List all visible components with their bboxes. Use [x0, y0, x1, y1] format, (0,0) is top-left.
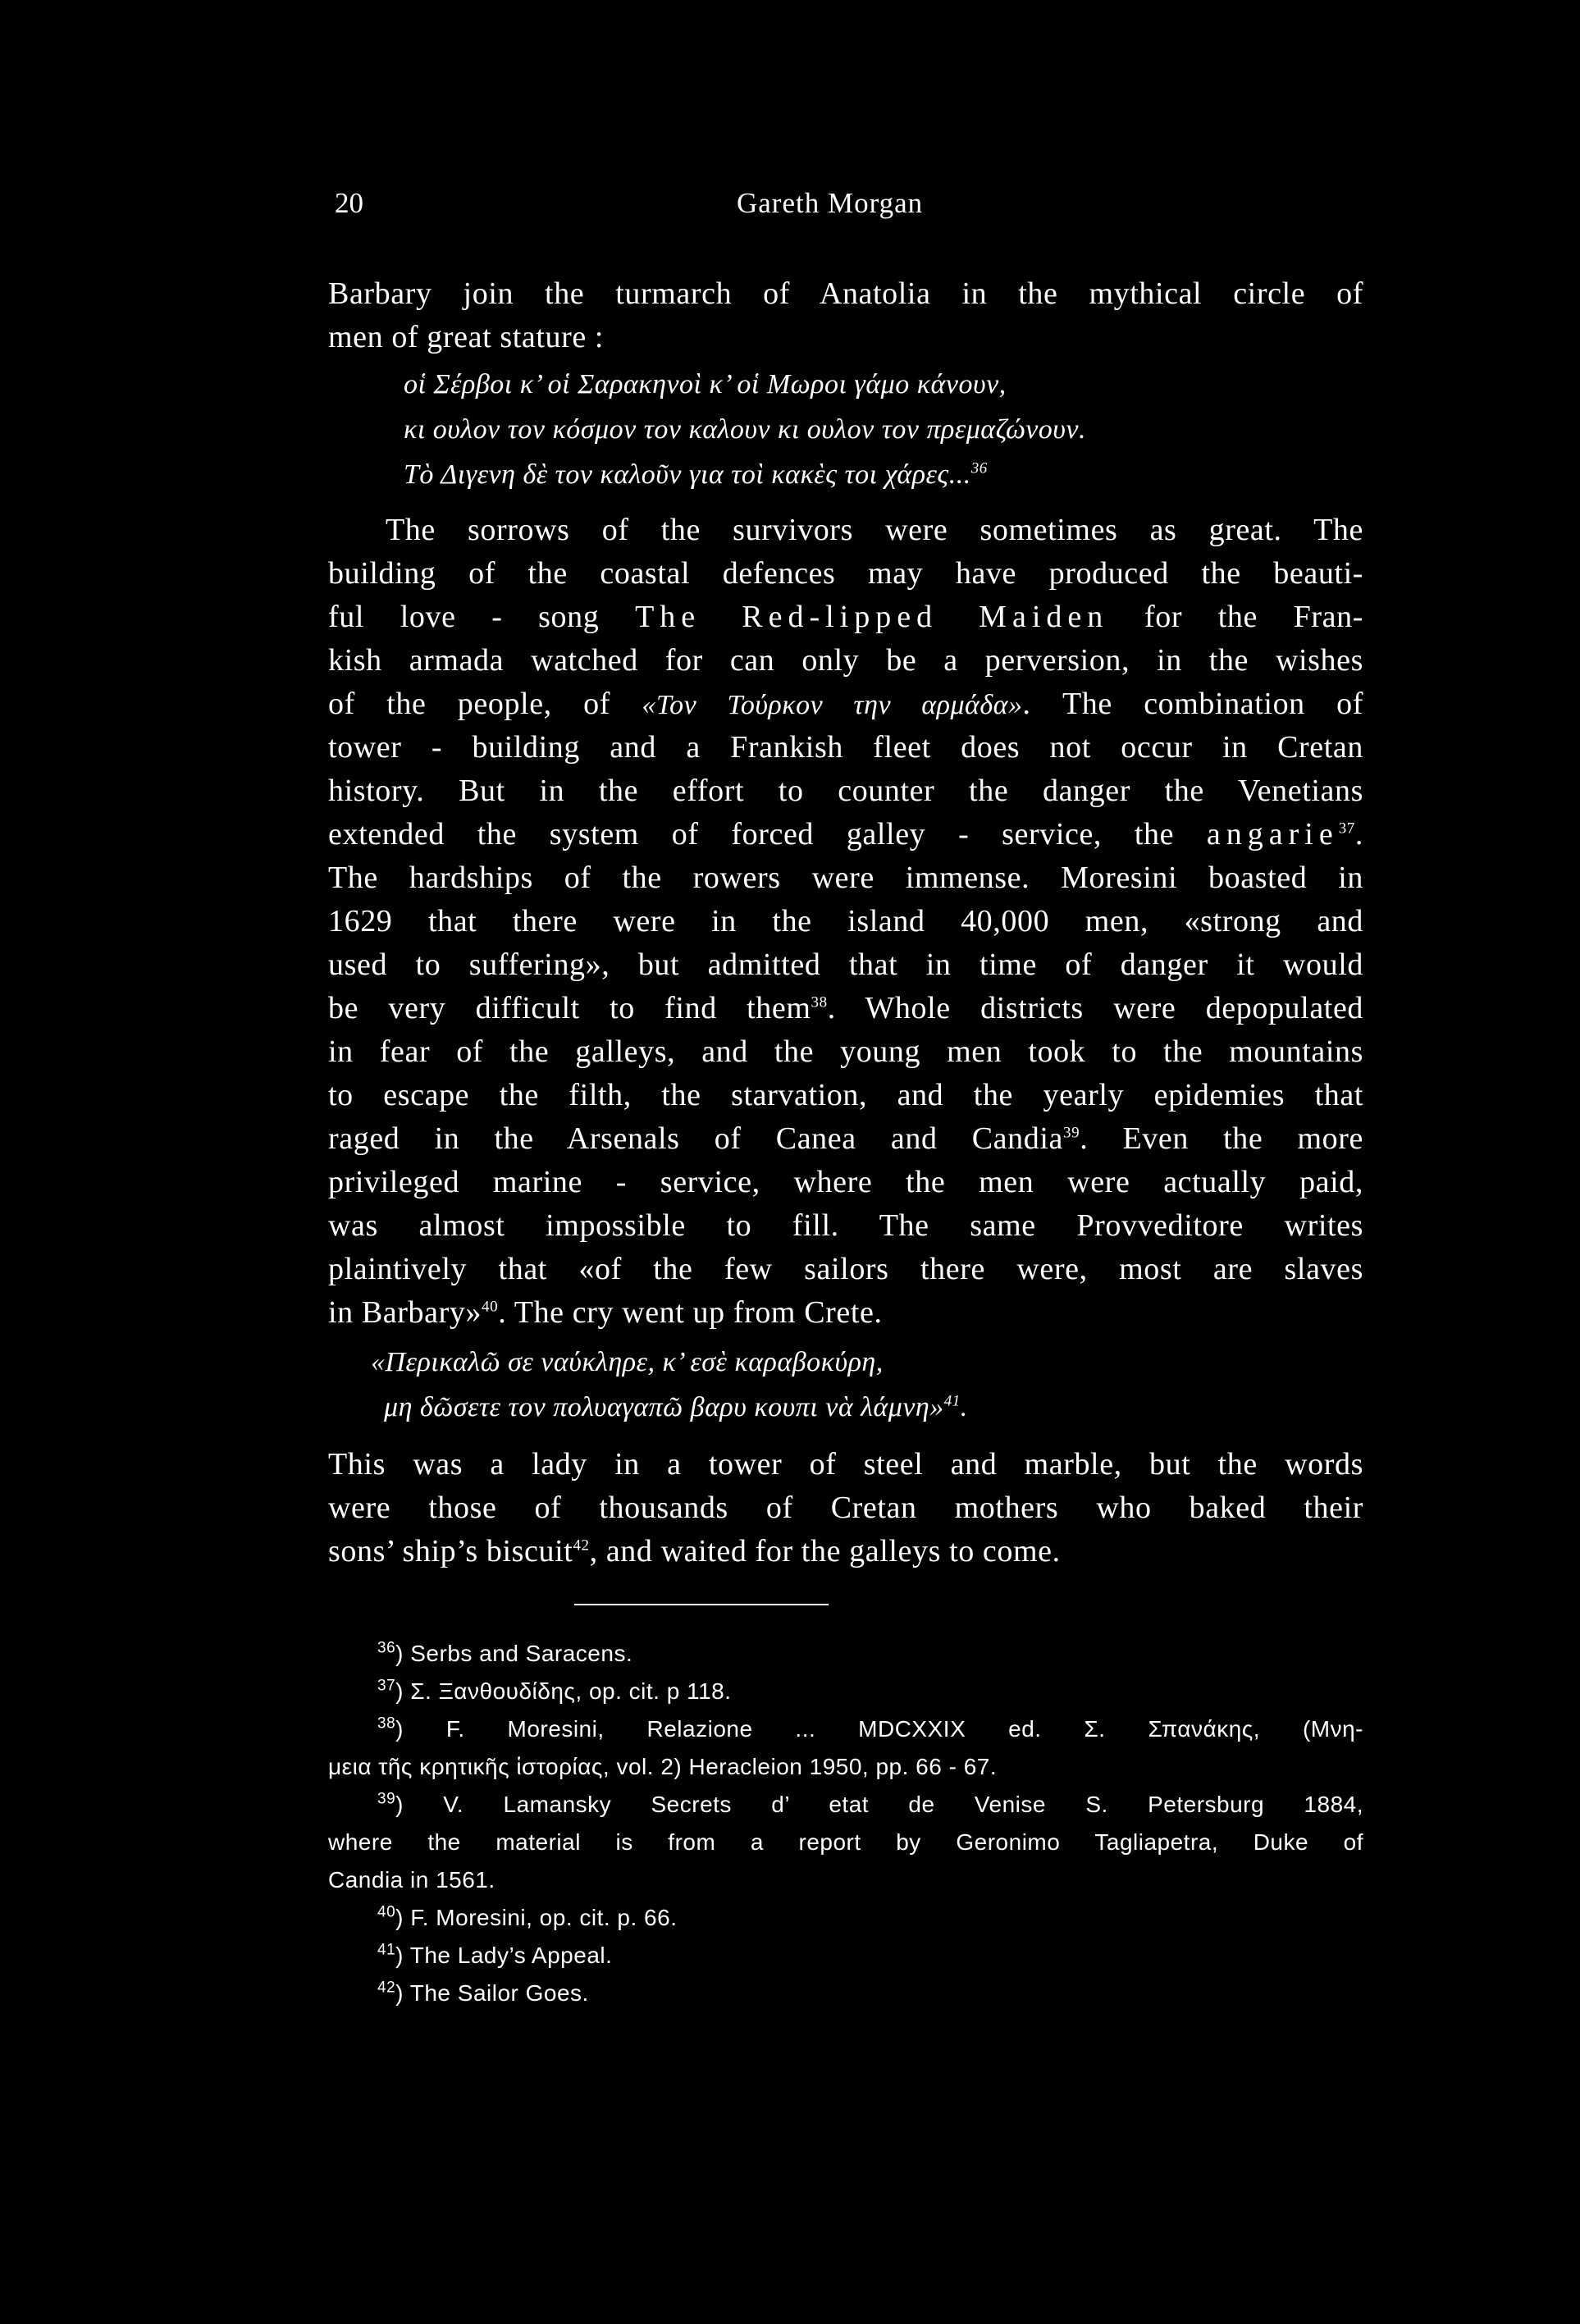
greek-verse-line: «Περικαλῶ σε ναύκληρε, κ’ εσὲ καραβοκύρη, — [371, 1347, 884, 1377]
text-line: The sorrows of the survivors were sometimes as great. The — [386, 513, 1363, 547]
angarie-term: angarie — [1206, 817, 1339, 852]
text-line: This was a lady in a tower of steel and marble, but the words — [328, 1447, 1363, 1482]
footnote-ref: 40 — [482, 1298, 499, 1316]
footnote-continuation: μεια τῆς κρητικῆς ἱστορίας, vol. 2) Heracleion 1950, pp. 66 - 67. — [328, 1754, 998, 1779]
text-line: 1629 that there were in the island 40,000 men, «strong and — [328, 904, 1363, 938]
footnote: $^{39}$) V. Lamansky Secrets d’ etat de Venise S. Petersburg 1884, — [377, 1790, 1363, 1817]
text-line: kish armada watched for can only be a perversion, in the wishes — [328, 643, 1363, 678]
text-line: building of the coastal defences may have produced the beauti- — [328, 556, 1363, 591]
footnote: $^{41}$) The Lady’s Appeal. — [377, 1941, 613, 1968]
text-line: were those of thousands of Cretan mothers who baked their — [328, 1491, 1363, 1525]
text-line: tower - building and a Frankish fleet does not occur in Cretan — [328, 730, 1363, 765]
footnote: $^{38}$) F. Moresini, Relazione ... MDCXXIX ed. Σ. Σπανάκης, (Μνη- — [377, 1714, 1363, 1742]
page-number: 20 — [335, 187, 363, 219]
text-line: sons’ ship’s biscuit$^{42}$, and waited for the galleys to come. — [328, 1534, 1061, 1568]
text-line: The hardships of the rowers were immense. Moresini boasted in — [328, 861, 1363, 895]
footnote: $^{37}$) Σ. Ξανθουδίδης, op. cit. p 118. — [377, 1677, 732, 1704]
text-line: raged in the Arsenals of Canea and Candia$^{39}$. Even the more — [328, 1121, 1363, 1156]
footnote-continuation: where the material is from a report by Geronimo Tagliapetra, Duke of — [328, 1829, 1363, 1855]
text-line: of the people, of «Τον Τούρκον την αρμάδα». The combination of — [328, 687, 1363, 721]
text-line: plaintively that «of the few sailors there were, most are slaves — [328, 1252, 1363, 1286]
text-line: men of great stature : — [328, 320, 605, 354]
greek-verse-line: κι ουλον τον κόσμον τον καλουν κι ουλον τον πρεμαζώνουν. — [404, 414, 1086, 445]
footnote-ref: 37 — [1338, 820, 1355, 838]
footnote: $^{40}$) F. Moresini, op. cit. p. 66. — [377, 1903, 678, 1930]
footnote-ref: 41 — [943, 1392, 961, 1410]
greek-verse-line: Τὸ Διγενη δὲ τον καλοῦν για τοὶ κακὲς τοι χάρες...$^{36}$ — [404, 459, 988, 490]
greek-verse-line: μη δῶσετε τον πολυαγαπῶ βαρυ κουπι νὰ λάμνη»$^{41}$. — [384, 1392, 968, 1422]
text-line: privileged marine - service, where the men were actually paid, — [328, 1165, 1363, 1199]
greek-verse-line: οἱ Σέρβοι κ’ οἱ Σαρακηνοὶ κ’ οἱ Μωροι γάμο κάνουν, — [404, 369, 1007, 400]
footnote-ref: 39 — [1062, 1124, 1080, 1142]
song-title: The Red-lipped Maiden — [635, 600, 1109, 634]
running-title: Gareth Morgan — [737, 187, 924, 219]
footnote-continuation: Candia in 1561. — [328, 1867, 495, 1893]
greek-quote: «Τον Τούρκον την αρμάδα» — [642, 690, 1023, 720]
text-line: history. But in the effort to counter the danger the Venetians — [328, 774, 1363, 808]
text-line: Barbary join the turmarch of Anatolia in the mythical circle of — [328, 276, 1363, 311]
footnote-ref: 42 — [573, 1536, 590, 1555]
footnote: $^{42}$) The Sailor Goes. — [377, 1979, 589, 2006]
footnote-divider — [574, 1604, 829, 1605]
footnote-ref: 36 — [970, 459, 988, 477]
text-line: in Barbary»$^{40}$. The cry went up from Crete. — [328, 1295, 883, 1330]
footnote-ref: 38 — [811, 993, 828, 1011]
text-line: be very difficult to find them$^{38}$. Whole districts were depopulated — [328, 991, 1364, 1025]
text-line: was almost impossible to fill. The same Provveditore writes — [328, 1208, 1363, 1243]
text-line: to escape the filth, the starvation, and the yearly epidemies that — [328, 1078, 1363, 1112]
text-line: extended the system of forced galley - service, the angarie$^{37}$. — [328, 817, 1363, 852]
text-line: in fear of the galleys, and the young men took to the mountains — [328, 1034, 1363, 1069]
text-line: ful love - song The Red-lipped Maiden for the Fran- — [328, 600, 1363, 634]
text-line: used to suffering», but admitted that in time of danger it would — [328, 947, 1363, 982]
footnote: $^{36}$) Serbs and Saracens. — [377, 1639, 633, 1666]
